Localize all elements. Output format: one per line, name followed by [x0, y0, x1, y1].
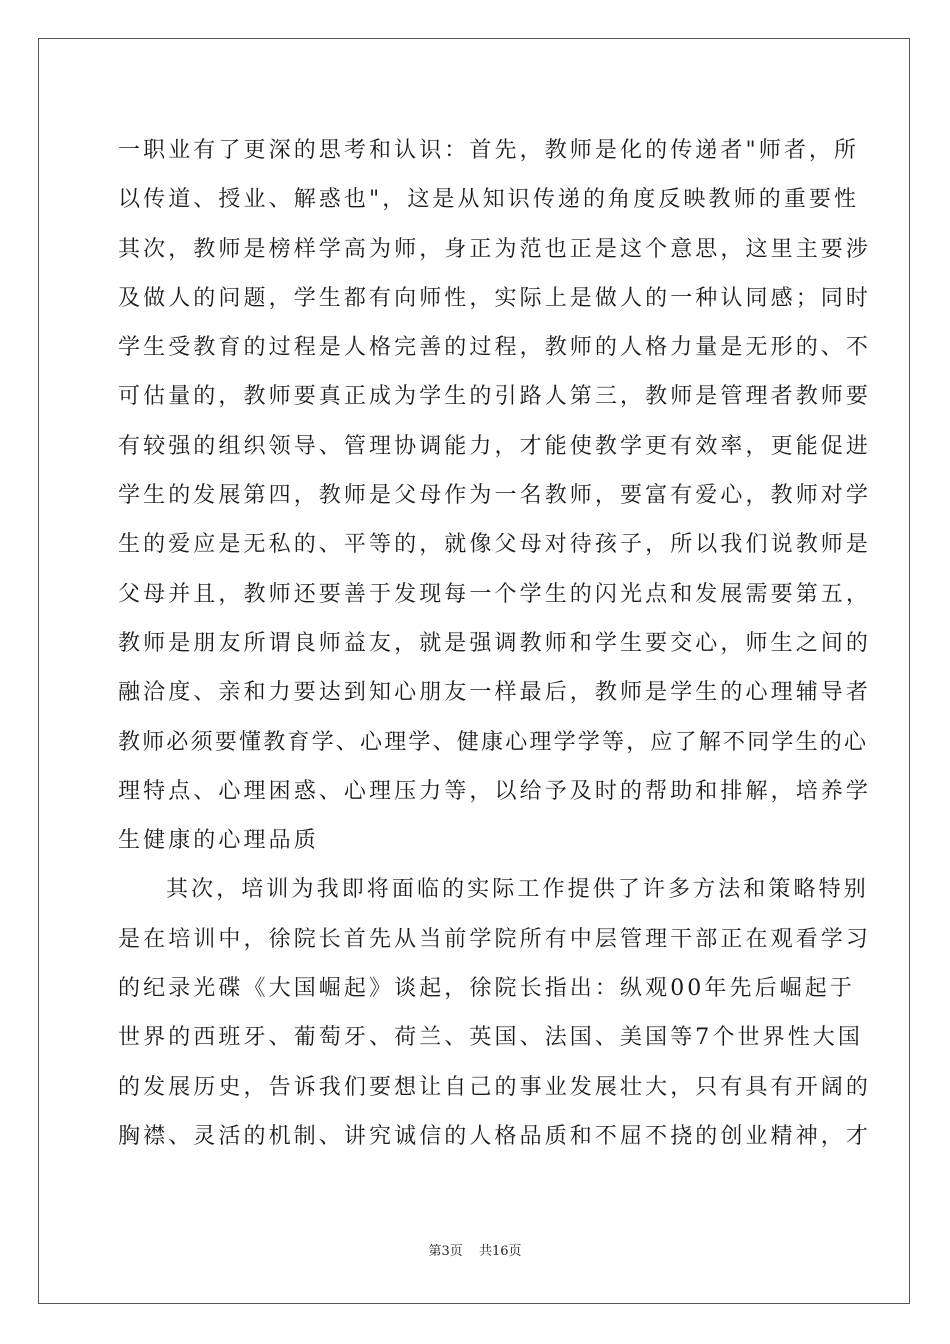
text-line: 理特点、心理困惑、心理压力等，以给予及时的帮助和排解，培养学: [118, 778, 872, 804]
text-line: 及做人的问题，学生都有向师性，实际上是做人的一种认同感；同时: [118, 285, 872, 311]
text-line: 有较强的组织领导、管理协调能力，才能使教学更有效率，更能促进: [118, 433, 872, 459]
text-line: 教师是朋友所谓良师益友，就是强调教师和学生要交心，师生之间的: [118, 630, 872, 656]
page-number: 第3页: [428, 1244, 463, 1259]
text-line: 其次，教师是榜样学高为师，身正为范也正是这个意思，这里主要涉: [118, 236, 872, 262]
page-total: 共16页: [478, 1244, 522, 1259]
paragraph-start-line: 其次，培训为我即将面临的实际工作提供了许多方法和策略特别: [166, 877, 869, 903]
page-footer: [0, 1240, 950, 1259]
text-line: 可估量的，教师要真正成为学生的引路人第三，教师是管理者教师要: [118, 384, 872, 410]
text-line: 父母并且，教师还要善于发现每一个学生的闪光点和发展需要第五，: [118, 581, 872, 607]
text-line: 融洽度、亲和力要达到知心朋友一样最后，教师是学生的心理辅导者: [118, 680, 872, 706]
text-line: 学生的发展第四，教师是父母作为一名教师，要富有爱心，教师对学: [118, 483, 872, 509]
text-line: 生健康的心理品质: [118, 828, 319, 854]
text-line: 教师必须要懂教育学、心理学、健康心理学学等，应了解不同学生的心: [118, 729, 869, 755]
text-line: 生的爱应是无私的、平等的，就像父母对待孩子，所以我们说教师是: [118, 532, 872, 558]
text-line: 的纪录光碟《大国崛起》谈起，徐院长指出：纵观00年先后崛起于: [118, 976, 855, 1002]
text-line: 的发展历史，告诉我们要想让自己的事业发展壮大，只有具有开阔的: [118, 1074, 872, 1100]
text-line: 是在培训中，徐院长首先从当前学院所有中层管理干部正在观看学习: [118, 926, 872, 952]
text-line: 世界的西班牙、葡萄牙、荷兰、英国、法国、美国等7个世界性大国: [118, 1025, 863, 1051]
text-line: 学生受教育的过程是人格完善的过程，教师的人格力量是无形的、不: [118, 335, 872, 361]
document-body: [118, 126, 872, 1161]
text-line: 以传道、授业、解惑也"，这是从知识传递的角度反映教师的重要性: [118, 187, 860, 213]
text-line: 一职业有了更深的思考和认识：首先，教师是化的传递者"师者，所: [118, 138, 860, 163]
text-line: 胸襟、灵活的机制、讲究诚信的人格品质和不屈不挠的创业精神，才: [118, 1123, 872, 1149]
